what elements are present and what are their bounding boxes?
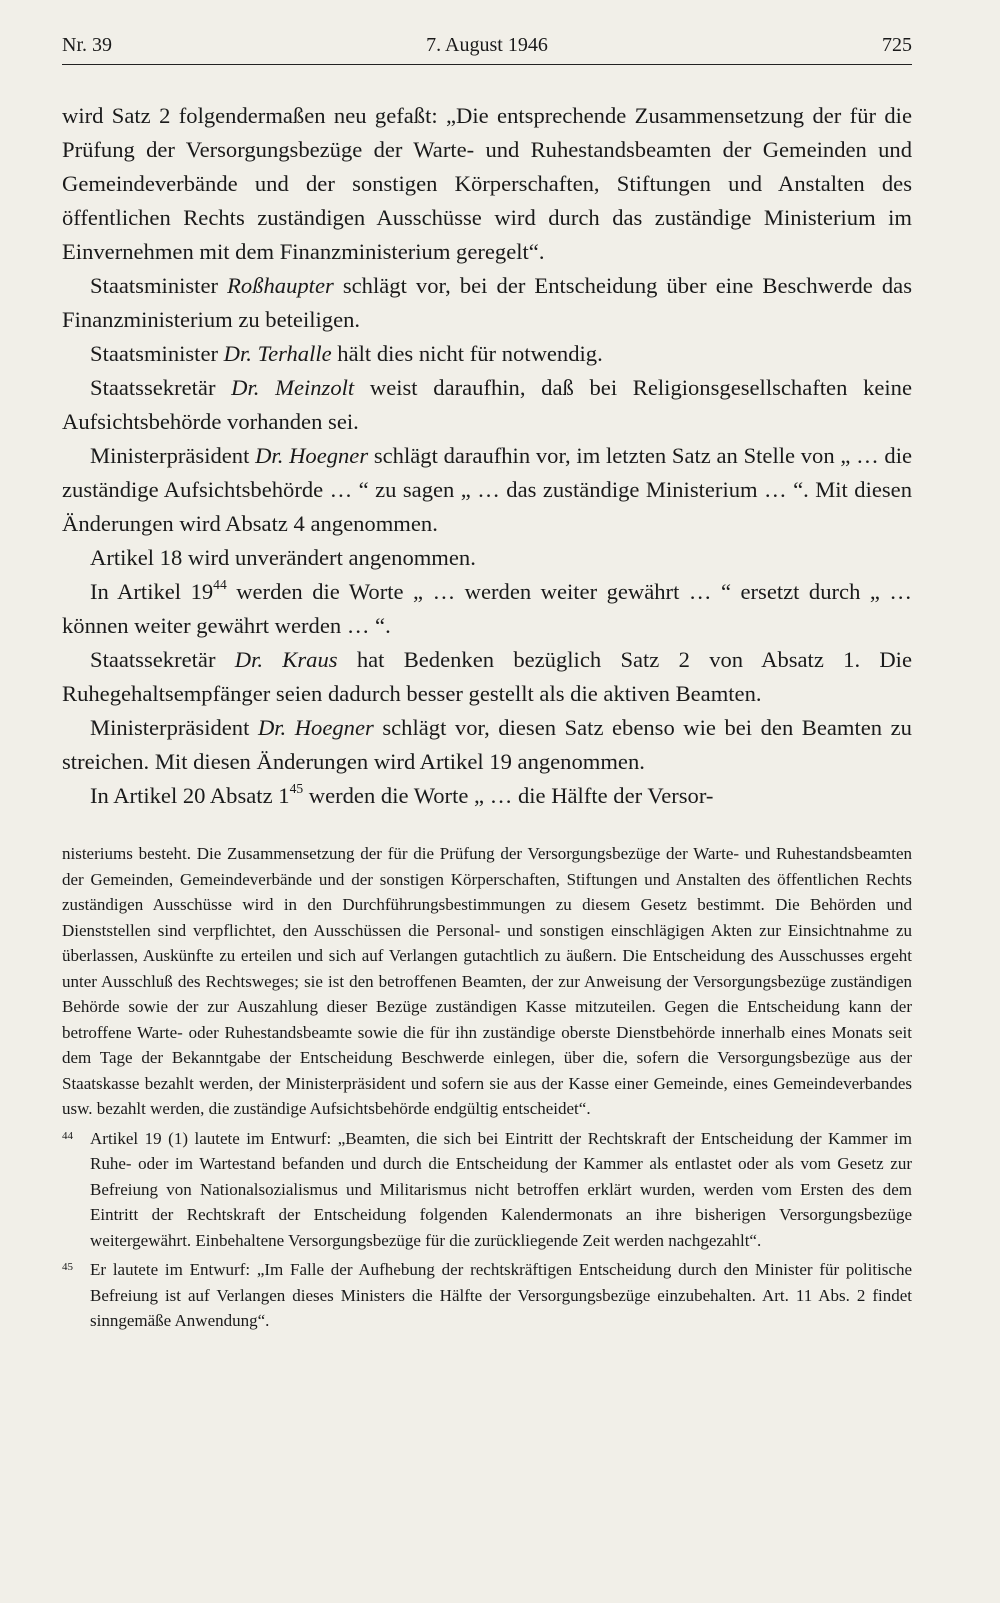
header-date: 7. August 1946 — [426, 34, 548, 56]
paragraph-4 — [62, 371, 912, 439]
paragraph-8 — [62, 643, 912, 711]
person-name: Dr. Kraus — [234, 647, 338, 672]
footnote-number: 44 — [62, 1129, 73, 1142]
document-page — [62, 30, 912, 1334]
text-run: hat Bedenken bezüglich Satz 2 von Absatz 1. Die Ruhegehaltsempfänger seien dadurch besser gestellt als die aktiven Beamten. — [62, 647, 912, 706]
text-run: Ministerpräsident — [90, 443, 256, 468]
footnote-number: 45 — [62, 1261, 73, 1273]
text-run: In Artikel 19 — [90, 579, 214, 604]
page-header — [62, 30, 912, 65]
text-run: Staatsminister — [90, 273, 228, 298]
paragraph-10 — [62, 779, 912, 813]
footnote-44 — [62, 1126, 912, 1254]
paragraph-6: Artikel 18 wird unverändert angenommen. — [90, 545, 476, 570]
paragraph-2 — [62, 269, 912, 337]
text-run: werden die Worte „ … die Hälfte der Versor- — [303, 783, 714, 808]
text-run: Ministerpräsident — [90, 715, 258, 740]
text-run: hält dies nicht für notwendig. — [331, 341, 603, 366]
issue-number: Nr. 39 — [62, 34, 112, 56]
person-name: Dr. Hoegner — [255, 443, 369, 468]
footnote-text: Er lautete im Entwurf: „Im Falle der Aufhebung der rechtskräftigen Entscheidung durch den Minister für politische Befreiung ist auf Verlangen dieses Ministers die Hälfte der Versorgungsbezüge einzubehalten. Art. 11 Abs. 2 findet sinngemäße Anwendung“. — [90, 1260, 912, 1330]
page-number: 725 — [882, 34, 912, 56]
text-run: schlägt daraufhin vor, im letzten Satz an Stelle von „ … die zuständige Aufsichtsbehörde … “ zu sagen „ … das zuständige Ministerium … “. Mit diesen Änderungen wird Absatz 4 angenommen. — [62, 443, 912, 536]
footnote-ref-44[interactable]: 44 — [213, 576, 227, 592]
paragraph-5 — [62, 439, 912, 541]
footnote-continuation: nisteriums besteht. Die Zusammensetzung der für die Prüfung der Versorgungsbezüge der Warte- und Ruhestandsbeamten der Gemeinden, Gemeindeverbände und der sonstigen Körperschaften, Stiftungen und Anstalten des öffentlichen Rechts zuständigen Ausschüsse wird in den Durchführungsbestimmungen zu diesem Gesetz bestimmt. Die Behörden und Dienststellen sind verpflichtet, den Ausschüssen die Personal- und sonstigen einschlägigen Akten zur Einsichtnahme zu überlassen, Auskünfte zu erteilen und sich auf Verlangen gutachtlich zu äußern. Die Entscheidung des Ausschusses ergeht unter Ausschluß des Rechtsweges; sie ist den betroffenen Beamten, der zur Anweisung der Versorgungsbezüge zuständigen Behörde sowie der zur Auszahlung dieser Bezüge zuständigen Kasse mitzuteilen. Gegen die Entscheidung kann der betroffene Warte- oder Ruhestandsbeamte sowie die für ihn zuständige oberste Dienstbehörde innerhalb eines Monats seit dem Tage der Bekanntgabe der Entscheidung Beschwerde einlegen, über die, sofern die Versorgungsbezüge aus der Staatskasse bezahlt werden, der Ministerpräsident und sofern sie aus der Kasse einer Gemeinde, eines Gemeindeverbandes usw. bezahlt werden, die zuständige Aufsichtsbehörde endgültig entscheidet“. — [62, 844, 912, 1118]
paragraph-7 — [62, 575, 912, 643]
text-run: Staatssekretär — [90, 375, 232, 400]
text-run: In Artikel 20 Absatz 1 — [90, 783, 290, 808]
person-name: Dr. Hoegner — [257, 715, 374, 740]
paragraph-3 — [62, 337, 912, 371]
text-run: schlägt vor, diesen Satz ebenso wie bei den Beamten zu streichen. Mit diesen Änderungen wird Artikel 19 angenommen. — [62, 715, 912, 774]
text-run: Staatsminister — [90, 341, 224, 366]
footnote-ref-45[interactable]: 45 — [289, 780, 304, 796]
text-run: werden die Worte „ … werden weiter gewährt … “ ersetzt durch „ … können weiter gewährt werden … “. — [62, 579, 912, 638]
text-run: schlägt vor, bei der Entscheidung über eine Beschwerde das Finanzministerium zu beteiligen. — [62, 273, 912, 332]
footnote-text: Artikel 19 (1) lautete im Entwurf: „Beamten, die sich bei Eintritt der Rechtskraft der Entscheidung der Kammer im Ruhe- oder im Wartestand befanden und durch die Entscheidung der Kammer als entlastet oder als vom Gesetz zur Befreiung von Nationalsozialismus und Militarismus nicht betroffen erklärt wurden, werden vom Ersten des dem Eintritt der Rechtskraft der Entscheidung folgenden Kalendermonats an ihre bisherigen Versorgungsbezüge weitergewährt. Einbehaltene Versorgungsbezüge für die zurückliegende Zeit werden nachgezahlt“. — [90, 1128, 912, 1250]
main-text — [62, 99, 912, 813]
person-name: Dr. Terhalle — [223, 341, 332, 366]
person-name: Roßhaupter — [227, 273, 334, 298]
paragraph-9 — [62, 711, 912, 779]
footnote-45 — [62, 1257, 912, 1334]
paragraph-1: wird Satz 2 folgendermaßen neu gefaßt: „Die entsprechende Zusammensetzung der für die Prüfung der Versorgungsbezüge der Warte- und Ruhestandsbeamten der Gemeinden und Gemeindeverbände und der sonstigen Körperschaften, Stiftungen und Anstalten des öffentlichen Rechts zuständigen Ausschüsse wird durch das zuständige Ministerium im Einvernehmen mit dem Finanzministerium geregelt“. — [62, 103, 912, 264]
text-run: Staatssekretär — [90, 647, 235, 672]
footnotes — [62, 841, 912, 1334]
person-name: Dr. Meinzolt — [231, 375, 355, 400]
text-run: weist daraufhin, daß bei Religionsgesellschaften keine Aufsichtsbehörde vorhanden sei. — [62, 375, 912, 434]
